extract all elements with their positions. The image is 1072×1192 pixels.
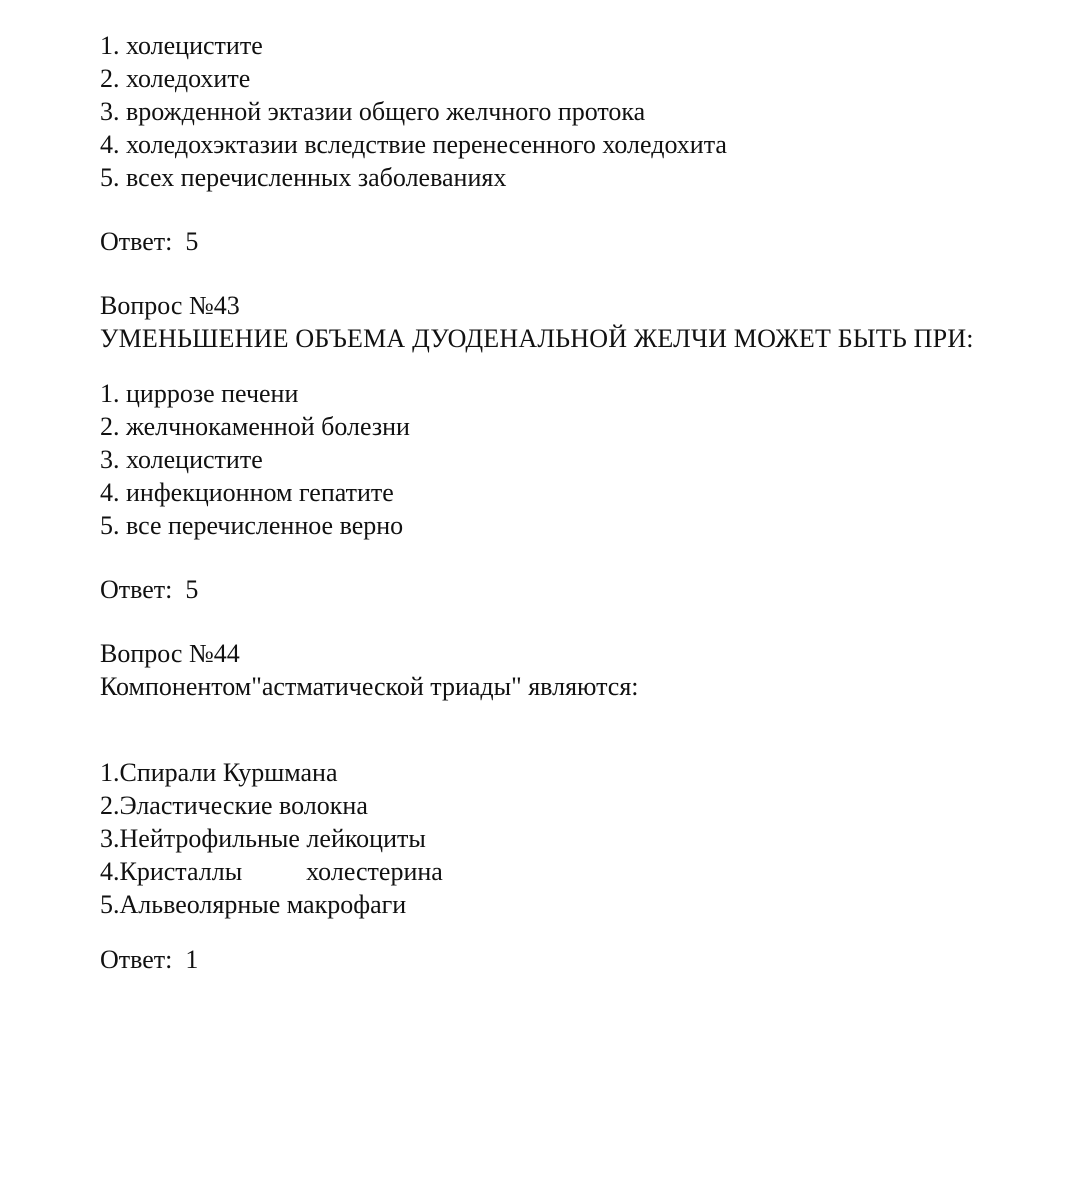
option-item: 1. циррозе печени — [100, 379, 299, 408]
option-item-label: 4.Кристаллы — [100, 857, 243, 886]
option-item: 4. инфекционном гепатите — [100, 478, 394, 507]
option-item: 4. холедохэктазии вследствие перенесенного холедохита — [100, 130, 727, 159]
question-43-options — [100, 377, 1000, 542]
option-item: 3. врожденной эктазии общего желчного протока — [100, 97, 646, 126]
option-item: 5.Альвеолярные макрофаги — [100, 890, 407, 919]
option-item: 2.Эластические волокна — [100, 791, 368, 820]
question-42-options — [100, 29, 1000, 194]
answer-42: Ответ: 5 — [100, 227, 199, 256]
option-item: 3. холецистите — [100, 445, 263, 474]
option-item: 2. холедохите — [100, 64, 251, 93]
option-item: 2. желчнокаменной болезни — [100, 412, 410, 441]
answer-43: Ответ: 5 — [100, 575, 199, 604]
question-number: Вопрос №43 — [100, 291, 240, 320]
option-item: 5. всех перечисленных заболеваниях — [100, 163, 507, 192]
option-item-4 — [100, 855, 1000, 888]
option-item-tail: холестерина — [306, 857, 443, 886]
question-44-options — [100, 753, 1000, 921]
option-item: 1. холецистите — [100, 31, 263, 60]
question-text: УМЕНЬШЕНИЕ ОБЪЕМА ДУОДЕНАЛЬНОЙ ЖЕЛЧИ МОЖЕТ БЫТЬ ПРИ: — [100, 324, 974, 353]
document-page — [100, 29, 1000, 976]
question-number: Вопрос №44 — [100, 639, 240, 668]
option-item: 1.Спирали Куршмана — [100, 758, 338, 787]
answer-44: Ответ: 1 — [100, 945, 199, 974]
option-item: 5. все перечисленное верно — [100, 511, 404, 540]
question-44 — [100, 637, 1000, 703]
question-text: Компонентом"астматической триады" являются: — [100, 672, 639, 701]
question-43 — [100, 289, 1000, 355]
option-item: 3.Нейтрофильные лейкоциты — [100, 824, 426, 853]
